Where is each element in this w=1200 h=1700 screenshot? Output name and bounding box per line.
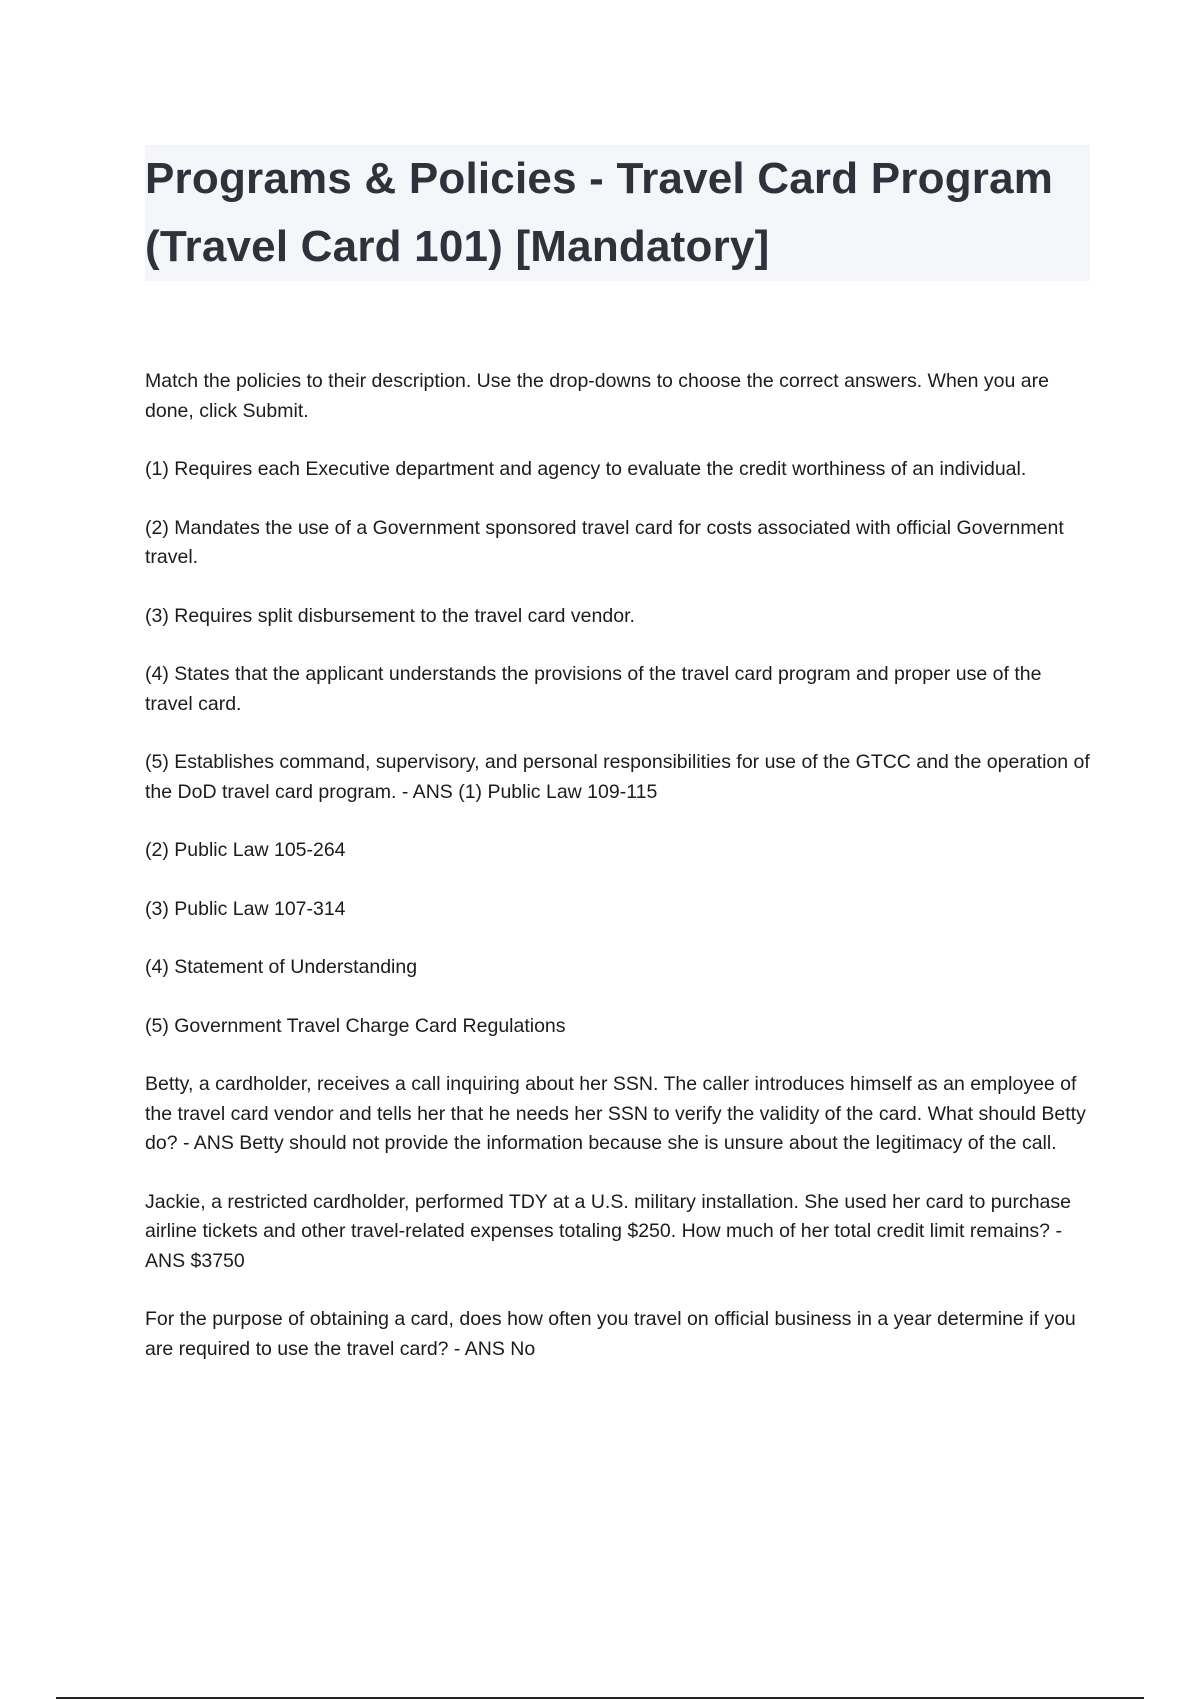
- policy-description-5-with-answer: (5) Establishes command, supervisory, and personal responsibilities for use of the GTCC and the operation of the DoD travel card program. - ANS (1) Public Law 109-115: [145, 751, 1090, 803]
- question-jackie: Jackie, a restricted cardholder, performed TDY at a U.S. military installation. She used her card to purchase airline tickets and other travel-related expenses totaling $250. How much of her total credit limit remains? - ANS $3750: [145, 1190, 1071, 1272]
- question-travel-frequency: For the purpose of obtaining a card, does how often you travel on official business in a year determine if you are required to use the travel card? - ANS No: [145, 1308, 1076, 1360]
- title-block: [145, 145, 1090, 281]
- policy-description-4: (4) States that the applicant understands the provisions of the travel card program and proper use of the travel card.: [145, 663, 1042, 715]
- question-betty: Betty, a cardholder, receives a call inquiring about her SSN. The caller introduces himself as an employee of the travel card vendor and tells her that he needs her SSN to verify the validity of the card. What should Betty do? - ANS Betty should not provide the information because she is unsure about the legitimacy of the call.: [145, 1073, 1086, 1154]
- answer-4: (4) Statement of Understanding: [145, 956, 418, 978]
- policy-description-3: (3) Requires split disbursement to the travel card vendor.: [145, 604, 635, 627]
- policy-description-2: (2) Mandates the use of a Government sponsored travel card for costs associated with official Government travel.: [145, 516, 1064, 568]
- policy-description-1: (1) Requires each Executive department and agency to evaluate the credit worthiness of an individual.: [145, 458, 1027, 480]
- page-title: Programs & Policies - Travel Card Program (Travel Card 101) [Mandatory]: [145, 154, 1054, 271]
- answer-3: (3) Public Law 107-314: [145, 897, 346, 920]
- answer-2: (2) Public Law 105-264: [145, 839, 346, 861]
- document-body: [145, 367, 1090, 1393]
- answer-5: (5) Government Travel Charge Card Regulations: [145, 1014, 566, 1037]
- footer-divider: [56, 1697, 1144, 1699]
- instructions-paragraph: Match the policies to their description. Use the drop-downs to choose the correct answers. When you are done, click Submit.: [145, 370, 1049, 422]
